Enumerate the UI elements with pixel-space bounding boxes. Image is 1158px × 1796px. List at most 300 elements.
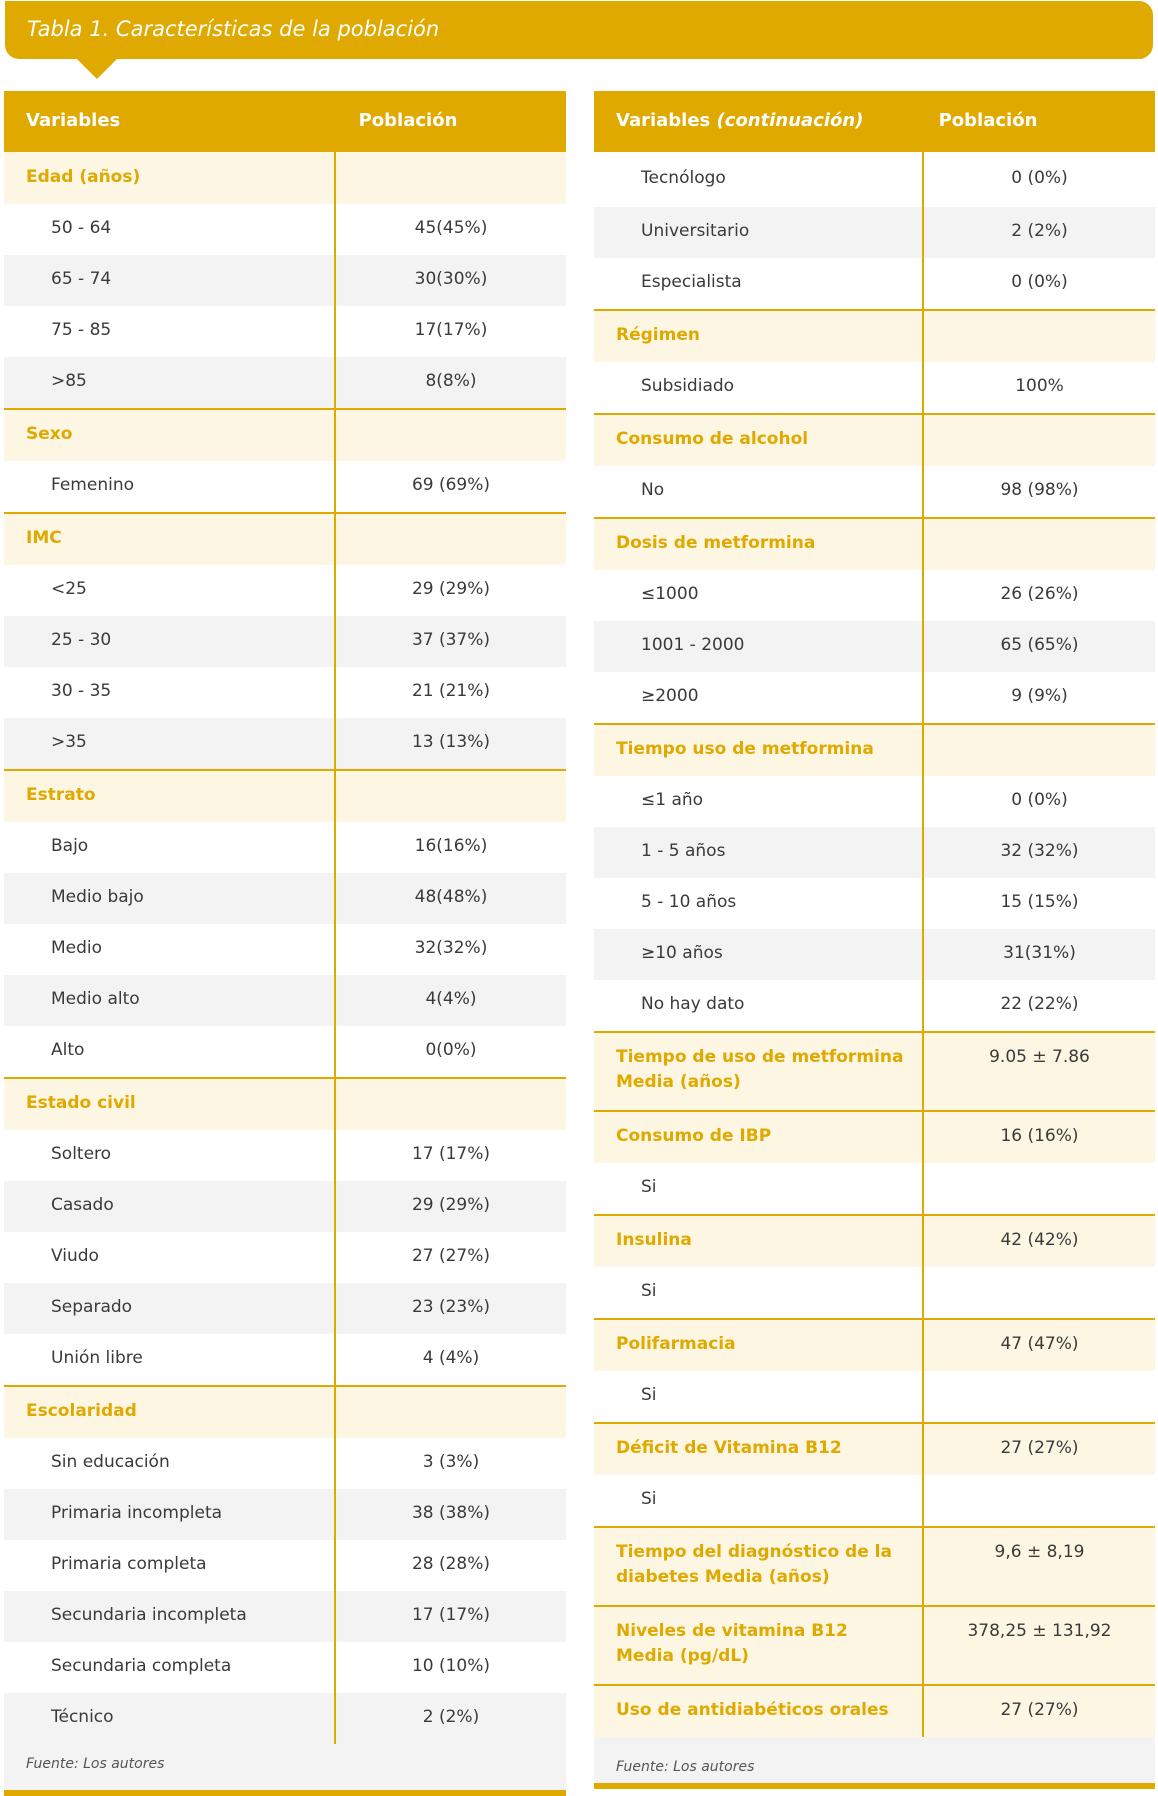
variable-label: 75 - 85	[51, 320, 112, 340]
variable-cell	[594, 362, 922, 413]
left-table-row	[4, 1642, 566, 1693]
category-label: Dosis de metformina	[616, 533, 816, 553]
category-label: Régimen	[616, 325, 700, 345]
variable-cell	[4, 1642, 334, 1693]
value-cell	[334, 1181, 566, 1232]
value-cell	[922, 621, 1155, 672]
variable-cell	[4, 565, 334, 616]
left-table-body	[4, 152, 566, 1744]
value-cell	[334, 1283, 566, 1334]
value-cell	[334, 873, 566, 924]
value-text: 27 (27%)	[411, 1246, 491, 1266]
variable-cell	[4, 461, 334, 512]
left-table-row	[4, 873, 566, 924]
right-table-row	[594, 1214, 1155, 1267]
category-label: Tiempo uso de metformina	[616, 739, 874, 759]
value-text: 4 (4%)	[422, 1348, 480, 1368]
right-table-row	[594, 980, 1155, 1031]
left-header-poblacion: Población	[358, 110, 458, 131]
variable-cell	[4, 771, 334, 822]
variable-label: Viudo	[51, 1246, 99, 1266]
right-table-row	[594, 1371, 1155, 1422]
value-text: 29 (29%)	[411, 1195, 491, 1215]
variable-cell	[4, 1693, 334, 1744]
left-table-row	[4, 1438, 566, 1489]
variable-label: ≤1 año	[641, 790, 704, 810]
value-text: 17 (17%)	[411, 1144, 491, 1164]
value-cell	[334, 1079, 566, 1130]
right-footer-source: Fuente: Los autores	[616, 1759, 755, 1775]
value-cell	[334, 1693, 566, 1744]
left-table-row	[4, 461, 566, 512]
value-text: 0 (0%)	[1011, 168, 1068, 188]
value-text: 21 (21%)	[411, 681, 491, 701]
variable-label: Especialista	[641, 272, 742, 292]
variable-label: >85	[51, 371, 87, 391]
variable-cell	[4, 1283, 334, 1334]
variable-label: Sin educación	[51, 1452, 170, 1472]
variable-cell	[4, 204, 334, 255]
value-text: 4(4%)	[425, 989, 477, 1009]
value-cell	[922, 725, 1155, 776]
variable-cell	[4, 1438, 334, 1489]
value-cell	[334, 514, 566, 565]
left-bottom-bar	[4, 1790, 566, 1796]
category-label: Consumo de IBP	[616, 1126, 772, 1146]
variable-label: 65 - 74	[51, 269, 112, 289]
variable-label: Primaria completa	[51, 1554, 207, 1574]
left-table-row	[4, 1591, 566, 1642]
value-text: 98 (98%)	[1000, 480, 1079, 500]
left-table-row	[4, 616, 566, 667]
variable-cell	[594, 519, 922, 570]
value-text: 16 (16%)	[1000, 1126, 1079, 1146]
variable-label: Femenino	[51, 475, 134, 495]
variable-label: No	[641, 480, 665, 500]
right-header-poblacion: Población	[938, 110, 1038, 131]
variable-cell	[594, 1033, 922, 1110]
variable-cell	[4, 1489, 334, 1540]
variable-cell	[4, 718, 334, 769]
variable-cell	[4, 1591, 334, 1642]
value-cell	[922, 1607, 1155, 1684]
value-cell	[334, 1232, 566, 1283]
variable-cell	[4, 1181, 334, 1232]
value-text: 16(16%)	[414, 836, 488, 856]
variable-label: Tecnólogo	[641, 168, 726, 188]
right-table-row	[594, 1422, 1155, 1475]
left-table-row	[4, 1077, 566, 1130]
variable-cell	[4, 1540, 334, 1591]
value-cell	[922, 776, 1155, 827]
left-table-row	[4, 975, 566, 1026]
variable-label: 5 - 10 años	[641, 892, 737, 912]
value-cell	[922, 1216, 1155, 1267]
right-table-row	[594, 1605, 1155, 1684]
variable-cell	[594, 929, 922, 980]
left-table-row	[4, 1489, 566, 1540]
variable-label: Subsidiado	[641, 376, 735, 396]
left-table-row	[4, 667, 566, 718]
variable-label: 1 - 5 años	[641, 841, 726, 861]
value-text: 3 (3%)	[422, 1452, 480, 1472]
value-cell	[334, 1334, 566, 1385]
value-cell	[922, 415, 1155, 466]
variable-cell	[4, 357, 334, 408]
value-cell	[334, 1489, 566, 1540]
value-text: 9 (9%)	[1011, 686, 1068, 706]
value-cell	[334, 1387, 566, 1438]
right-table-row	[594, 723, 1155, 776]
category-label: Estrato	[26, 785, 96, 805]
variable-label: Universitario	[641, 221, 750, 241]
value-cell	[922, 1528, 1155, 1605]
value-text: 100%	[1015, 376, 1064, 396]
variable-cell	[594, 466, 922, 517]
left-table-row	[4, 1232, 566, 1283]
variable-label: Si	[641, 1385, 657, 1405]
left-table-row	[4, 408, 566, 461]
variable-cell	[4, 616, 334, 667]
table-title: Tabla 1. Características de la población	[27, 17, 440, 41]
right-table-row	[594, 207, 1155, 258]
value-text: 0 (0%)	[1011, 272, 1068, 292]
value-cell	[334, 357, 566, 408]
variable-cell	[4, 924, 334, 975]
variable-label: 30 - 35	[51, 681, 112, 701]
value-cell	[922, 152, 1155, 207]
right-table-row	[594, 1475, 1155, 1526]
right-table-row	[594, 878, 1155, 929]
value-text: 2 (2%)	[1011, 221, 1068, 241]
right-table-row	[594, 1526, 1155, 1605]
left-table-row	[4, 357, 566, 408]
value-cell	[334, 718, 566, 769]
variable-label: Bajo	[51, 836, 89, 856]
variable-cell	[594, 570, 922, 621]
variable-cell	[594, 621, 922, 672]
left-table-row	[4, 565, 566, 616]
category-label: Déficit de Vitamina B12	[616, 1438, 842, 1458]
value-cell	[334, 1130, 566, 1181]
value-text: 45(45%)	[414, 218, 488, 238]
value-text: 10 (10%)	[411, 1656, 491, 1676]
variable-cell	[594, 1607, 922, 1684]
right-table-header	[594, 91, 1155, 152]
variable-cell	[4, 152, 334, 204]
variable-label: Separado	[51, 1297, 133, 1317]
category-label: Uso de antidiabéticos orales	[616, 1700, 889, 1720]
value-cell	[334, 1540, 566, 1591]
left-table-row	[4, 769, 566, 822]
category-label: Consumo de alcohol	[616, 429, 809, 449]
variable-label: Medio alto	[51, 989, 140, 1009]
value-cell	[334, 204, 566, 255]
variable-cell	[4, 667, 334, 718]
value-cell	[922, 258, 1155, 309]
category-label: Escolaridad	[26, 1401, 137, 1421]
left-table-row	[4, 1026, 566, 1077]
value-text: 8(8%)	[425, 371, 477, 391]
value-text: 27 (27%)	[1000, 1438, 1079, 1458]
right-table-row	[594, 776, 1155, 827]
right-table-body	[594, 152, 1155, 1737]
variable-label: Si	[641, 1281, 657, 1301]
variable-label: Soltero	[51, 1144, 112, 1164]
variable-label: Medio bajo	[51, 887, 144, 907]
variable-cell	[594, 1686, 922, 1737]
variable-cell	[594, 1424, 922, 1475]
variable-cell	[594, 827, 922, 878]
variable-cell	[4, 306, 334, 357]
variable-cell	[594, 725, 922, 776]
value-text: 69 (69%)	[411, 475, 491, 495]
value-cell	[922, 570, 1155, 621]
value-cell	[334, 822, 566, 873]
variable-cell	[4, 1079, 334, 1130]
right-table-row	[594, 621, 1155, 672]
variable-cell	[594, 1371, 922, 1422]
variable-cell	[594, 878, 922, 929]
variable-cell	[594, 980, 922, 1031]
variable-cell	[4, 975, 334, 1026]
variable-cell	[594, 1320, 922, 1371]
variable-cell	[594, 311, 922, 362]
value-cell	[922, 1033, 1155, 1110]
variable-label: ≥2000	[641, 686, 699, 706]
right-table-row	[594, 827, 1155, 878]
variable-label: Unión libre	[51, 1348, 143, 1368]
value-cell	[922, 519, 1155, 570]
right-table-row	[594, 1267, 1155, 1318]
value-text: 47 (47%)	[1000, 1334, 1079, 1354]
value-cell	[334, 255, 566, 306]
value-text: 9.05 ± 7.86	[989, 1047, 1090, 1067]
right-table-row	[594, 517, 1155, 570]
value-cell	[334, 461, 566, 512]
variable-cell	[4, 514, 334, 565]
value-cell	[922, 980, 1155, 1031]
value-text: 13 (13%)	[411, 732, 491, 752]
variable-label: Si	[641, 1489, 657, 1509]
variable-cell	[4, 873, 334, 924]
value-text: 29 (29%)	[411, 579, 491, 599]
left-table-row	[4, 306, 566, 357]
variable-label: Secundaria completa	[51, 1656, 232, 1676]
right-table-row	[594, 1318, 1155, 1371]
variable-cell	[594, 415, 922, 466]
left-table-row	[4, 1283, 566, 1334]
variable-cell	[4, 410, 334, 461]
variable-cell	[4, 1130, 334, 1181]
value-text: 22 (22%)	[1000, 994, 1079, 1014]
value-cell	[334, 565, 566, 616]
value-cell	[334, 1026, 566, 1077]
left-table	[4, 91, 566, 1796]
value-cell	[334, 152, 566, 204]
category-label: Insulina	[616, 1230, 692, 1250]
right-table	[594, 91, 1155, 1789]
table-title-bar	[5, 1, 1153, 59]
variable-cell	[4, 1232, 334, 1283]
left-table-row	[4, 1385, 566, 1438]
variable-cell	[594, 1112, 922, 1163]
right-table-footer	[594, 1737, 1155, 1783]
left-table-row	[4, 1540, 566, 1591]
variable-cell	[594, 1267, 922, 1318]
value-cell	[334, 306, 566, 357]
left-table-row	[4, 1693, 566, 1744]
category-label: IMC	[26, 528, 62, 548]
variable-label: 50 - 64	[51, 218, 112, 238]
left-header-variables: Variables	[26, 110, 121, 131]
variable-label: Medio	[51, 938, 103, 958]
value-text: 17 (17%)	[411, 1605, 491, 1625]
variable-label: Secundaria incompleta	[51, 1605, 247, 1625]
value-text: 32(32%)	[414, 938, 488, 958]
value-cell	[922, 311, 1155, 362]
value-text: 32 (32%)	[1000, 841, 1079, 861]
right-table-row	[594, 1684, 1155, 1737]
left-table-row	[4, 255, 566, 306]
value-text: 0(0%)	[425, 1040, 477, 1060]
value-cell	[922, 1267, 1155, 1318]
value-text: 28 (28%)	[411, 1554, 491, 1574]
right-table-row	[594, 1110, 1155, 1163]
left-table-row	[4, 718, 566, 769]
variable-cell	[594, 1163, 922, 1214]
variable-cell	[594, 152, 922, 207]
variable-label: >35	[51, 732, 87, 752]
value-text: 9,6 ± 8,19	[994, 1542, 1085, 1562]
variable-label: ≥10 años	[641, 943, 723, 963]
variable-label: 1001 - 2000	[641, 635, 745, 655]
category-label: Sexo	[26, 424, 73, 444]
value-text: 65 (65%)	[1000, 635, 1079, 655]
value-text: 27 (27%)	[1000, 1700, 1079, 1720]
right-table-row	[594, 929, 1155, 980]
left-footer-source: Fuente: Los autores	[26, 1756, 165, 1772]
value-cell	[922, 672, 1155, 723]
variable-cell	[594, 1216, 922, 1267]
value-cell	[922, 1163, 1155, 1214]
variable-label: 25 - 30	[51, 630, 112, 650]
value-text: 38 (38%)	[411, 1503, 491, 1523]
category-label: Tiempo de uso de metformina Media (años)	[616, 1047, 904, 1092]
value-text: 31(31%)	[1003, 943, 1076, 963]
value-cell	[334, 1642, 566, 1693]
right-table-row	[594, 413, 1155, 466]
value-cell	[922, 1475, 1155, 1526]
value-text: 26 (26%)	[1000, 584, 1079, 604]
value-text: 0 (0%)	[1011, 790, 1068, 810]
variable-cell	[4, 255, 334, 306]
left-table-row	[4, 1130, 566, 1181]
value-text: 48(48%)	[414, 887, 488, 907]
right-header-continuacion: (continuación)	[716, 110, 864, 131]
right-table-row	[594, 152, 1155, 207]
category-label: Estado civil	[26, 1093, 136, 1113]
variable-label: Primaria incompleta	[51, 1503, 223, 1523]
right-table-row	[594, 362, 1155, 413]
value-cell	[922, 466, 1155, 517]
right-table-row	[594, 466, 1155, 517]
right-table-row	[594, 570, 1155, 621]
left-table-row	[4, 512, 566, 565]
value-cell	[334, 771, 566, 822]
value-cell	[922, 1686, 1155, 1737]
value-cell	[334, 616, 566, 667]
value-cell	[922, 207, 1155, 258]
variable-cell	[4, 1026, 334, 1077]
value-cell	[922, 878, 1155, 929]
variable-cell	[4, 1387, 334, 1438]
variable-cell	[4, 1334, 334, 1385]
value-cell	[922, 1424, 1155, 1475]
value-cell	[922, 1320, 1155, 1371]
right-table-row	[594, 309, 1155, 362]
value-text: 17(17%)	[414, 320, 488, 340]
variable-label: <25	[51, 579, 87, 599]
value-cell	[922, 929, 1155, 980]
value-cell	[922, 1371, 1155, 1422]
left-table-row	[4, 924, 566, 975]
right-header-variables-text: Variables	[616, 110, 711, 131]
left-table-row	[4, 1181, 566, 1232]
value-text: 37 (37%)	[411, 630, 491, 650]
value-cell	[922, 1112, 1155, 1163]
value-text: 23 (23%)	[411, 1297, 491, 1317]
value-text: 2 (2%)	[422, 1707, 480, 1727]
value-cell	[334, 1591, 566, 1642]
variable-cell	[594, 1528, 922, 1605]
left-table-row	[4, 1334, 566, 1385]
variable-label: Si	[641, 1177, 657, 1197]
variable-cell	[4, 822, 334, 873]
variable-label: ≤1000	[641, 584, 699, 604]
value-cell	[334, 1438, 566, 1489]
category-label: Niveles de vitamina B12 Media (pg/dL)	[616, 1621, 848, 1666]
left-table-row	[4, 204, 566, 255]
left-table-row	[4, 822, 566, 873]
right-header-variables	[616, 91, 863, 151]
variable-cell	[594, 1475, 922, 1526]
right-table-row	[594, 258, 1155, 309]
category-label: Tiempo del diagnóstico de la diabetes Media (años)	[616, 1542, 892, 1587]
category-label: Polifarmacia	[616, 1334, 736, 1354]
value-cell	[922, 362, 1155, 413]
variable-label: No hay dato	[641, 994, 745, 1014]
variable-label: Técnico	[51, 1707, 114, 1727]
left-table-row	[4, 152, 566, 204]
value-cell	[922, 827, 1155, 878]
left-table-footer	[4, 1744, 566, 1790]
category-label: Edad (años)	[26, 167, 141, 187]
value-cell	[334, 410, 566, 461]
left-table-header	[4, 91, 566, 152]
value-cell	[334, 975, 566, 1026]
variable-cell	[594, 776, 922, 827]
right-table-row	[594, 1163, 1155, 1214]
right-table-row	[594, 1031, 1155, 1110]
right-table-row	[594, 672, 1155, 723]
value-text: 30(30%)	[414, 269, 488, 289]
value-text: 378,25 ± 131,92	[967, 1621, 1112, 1641]
value-text: 42 (42%)	[1000, 1230, 1079, 1250]
value-cell	[334, 667, 566, 718]
variable-cell	[594, 207, 922, 258]
value-text: 15 (15%)	[1000, 892, 1079, 912]
